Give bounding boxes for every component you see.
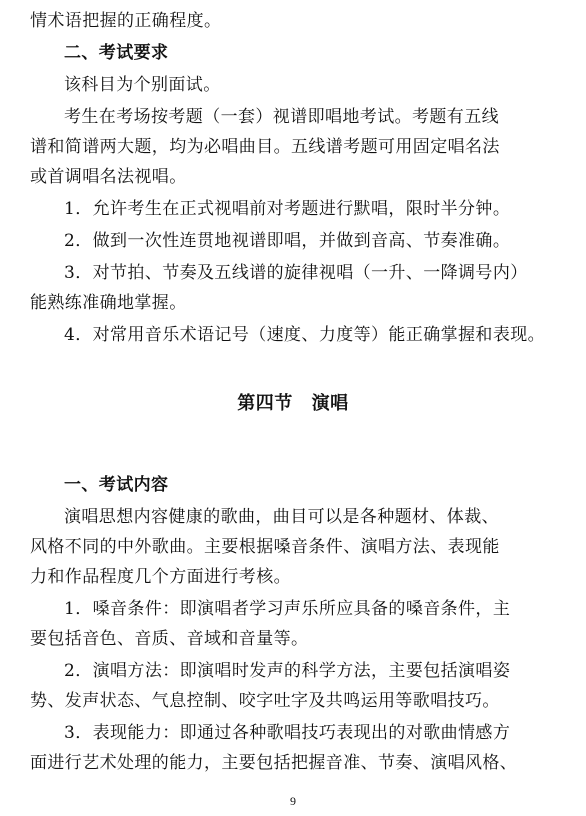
list-item: 2．做到一次性连贯地视谱即唱，并做到音高、节奏准确。 xyxy=(64,231,511,251)
list-item: 3．对节拍、节奏及五线谱的旋律视唱（一升、一降调号内） xyxy=(64,263,528,283)
list-item: 1．允许考生在正式视唱前对考题进行默唱，限时半分钟。 xyxy=(64,199,511,219)
list-item-continuation: 面进行艺术处理的能力，主要包括把握音准、节奏、演唱风格、 xyxy=(30,753,518,773)
paragraph-line: 考生在考场按考题（一套）视谱即唱地考试。考题有五线 xyxy=(64,107,499,127)
list-item-continuation: 势、发声状态、气息控制、咬字吐字及共鸣运用等歌唱技巧。 xyxy=(30,691,500,711)
paragraph-line: 情术语把握的正确程度。 xyxy=(30,11,222,31)
list-item: 4．对常用音乐术语记号（速度、力度等）能正确掌握和表现。 xyxy=(64,325,546,345)
paragraph-line: 力和作品程度几个方面进行考核。 xyxy=(30,567,291,587)
subheading-exam-content: 一、考试内容 xyxy=(64,475,169,495)
section-title: 第四节 演唱 xyxy=(237,393,349,414)
paragraph-line: 演唱思想内容健康的歌曲，曲目可以是各种题材、体裁、 xyxy=(64,507,499,527)
paragraph-line: 或首调唱名法视唱。 xyxy=(30,167,187,187)
subheading-exam-requirements: 二、考试要求 xyxy=(64,43,169,63)
paragraph-line: 谱和简谱两大题，均为必唱曲目。五线谱考题可用固定唱名法 xyxy=(30,137,500,157)
page-number: 9 xyxy=(290,794,296,808)
list-item: 1．嗓音条件：即演唱者学习声乐所应具备的嗓音条件，主 xyxy=(64,599,511,619)
list-item-continuation: 要包括音色、音质、音域和音量等。 xyxy=(30,629,309,649)
list-item-continuation: 能熟练准确地掌握。 xyxy=(30,293,187,313)
paragraph-line: 风格不同的中外歌曲。主要根据嗓音条件、演唱方法、表现能 xyxy=(30,537,500,557)
paragraph-line: 该科目为个别面试。 xyxy=(64,75,221,95)
list-item: 2．演唱方法：即演唱时发声的科学方法，主要包括演唱姿 xyxy=(64,661,511,681)
list-item: 3．表现能力：即通过各种歌唱技巧表现出的对歌曲情感方 xyxy=(64,723,511,743)
